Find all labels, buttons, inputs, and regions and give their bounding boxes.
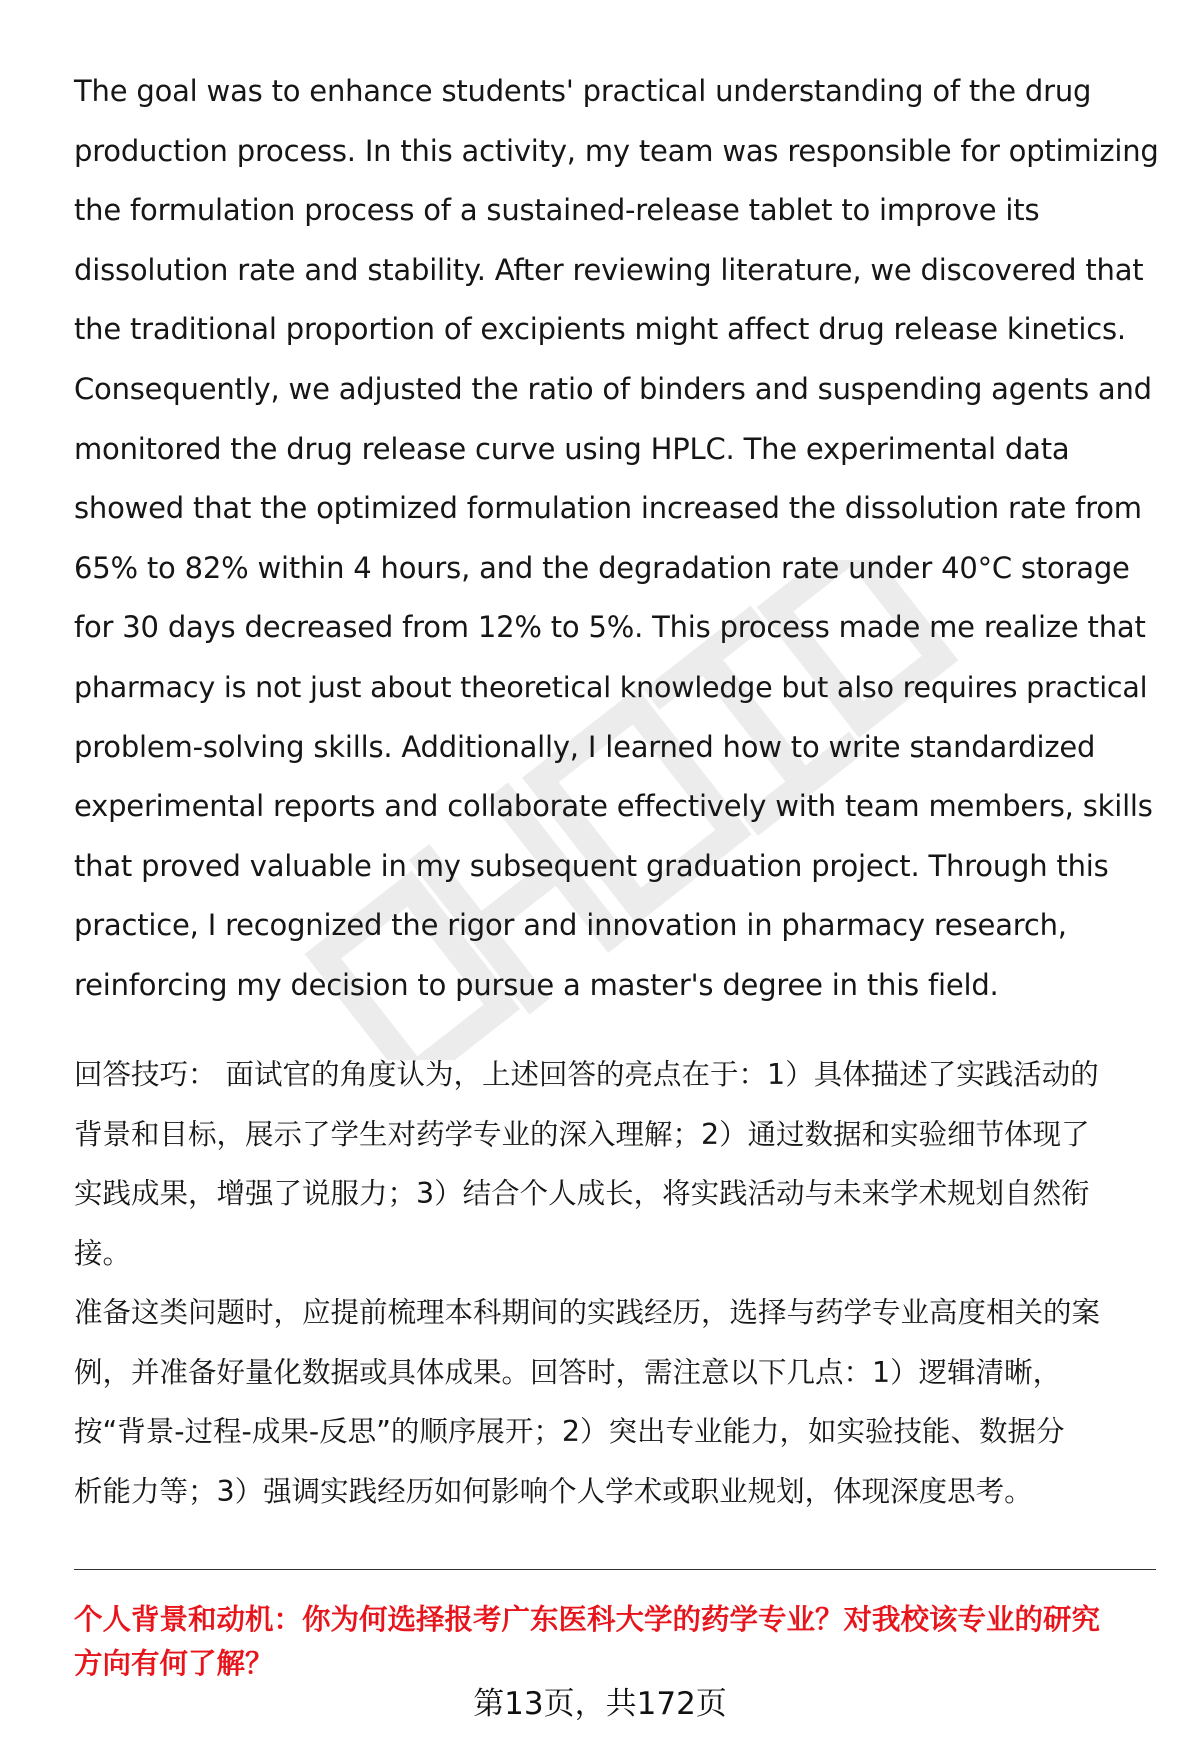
text-line: reinforcing my decision to pursue a master's degree in this field. — [74, 967, 999, 1002]
answer-english-text — [74, 62, 1164, 1016]
next-question-heading — [74, 1598, 1164, 1686]
text-line: 接。 — [74, 1236, 132, 1270]
text-line: monitored the drug release curve using HPLC. The experimental data — [74, 431, 1070, 466]
text-line: for 30 days decreased from 12% to 5%. This process made me realize that — [74, 610, 1146, 645]
text-line: the traditional proportion of excipients might affect drug release kinetics. — [74, 312, 1126, 347]
text-line: pharmacy is not just about theoretical knowledge but also requires practical — [74, 670, 1148, 704]
text-line: The goal was to enhance students' practical understanding of the drug — [74, 74, 1092, 108]
text-line: 背景和目标，展示了学生对药学专业的深入理解；2）通过数据和实验细节体现了 — [74, 1117, 1090, 1151]
text-line: practice, I recognized the rigor and innovation in pharmacy research, — [74, 908, 1067, 943]
answer-tips-paragraph — [74, 1045, 1164, 1283]
text-line: 实践成果，增强了说服力；3）结合个人成长，将实践活动与未来学术规划自然衔 — [74, 1177, 1090, 1210]
text-line: problem-solving skills. Additionally, I learned how to write standardized — [74, 729, 1096, 764]
text-line: 析能力等；3）强调实践经历如何影响个人学术或职业规划，体现深度思考。 — [74, 1474, 1033, 1508]
text-line: experimental reports and collaborate effectively with team members, skills — [74, 789, 1153, 824]
text-line: 准备这类问题时，应提前梳理本科期间的实践经历，选择与药学专业高度相关的案 — [74, 1296, 1101, 1329]
text-line: the formulation process of a sustained-release tablet to improve its — [74, 193, 1040, 228]
preparation-advice-paragraph — [74, 1283, 1164, 1521]
page-number: 第13页，共172页 — [473, 1686, 727, 1722]
question-line: 个人背景和动机：你为何选择报考广东医科大学的药学专业？对我校该专业的研究 — [74, 1603, 1101, 1636]
text-line: that proved valuable in my subsequent graduation project. Through this — [74, 848, 1109, 883]
text-line: Consequently, we adjusted the ratio of binders and suspending agents and — [74, 371, 1152, 406]
text-line: showed that the optimized formulation increased the dissolution rate from — [74, 491, 1142, 526]
question-line: 方向有何了解？ — [74, 1647, 274, 1680]
text-line: 回答技巧： 面试官的角度认为，上述回答的亮点在于：1）具体描述了实践活动的 — [74, 1058, 1099, 1091]
text-line: 65% to 82% within 4 hours, and the degradation rate under 40°C storage — [74, 550, 1130, 585]
section-divider — [74, 1569, 1156, 1570]
text-line: 例，并准备好量化数据或具体成果。回答时，需注意以下几点：1）逻辑清晰， — [74, 1355, 1062, 1389]
text-line: 按“背景-过程-成果-反思”的顺序展开；2）突出专业能力，如实验技能、数据分 — [74, 1415, 1065, 1448]
text-line: production process. In this activity, my team was responsible for optimizing — [74, 133, 1159, 168]
text-line: dissolution rate and stability. After reviewing literature, we discovered that — [74, 252, 1144, 287]
